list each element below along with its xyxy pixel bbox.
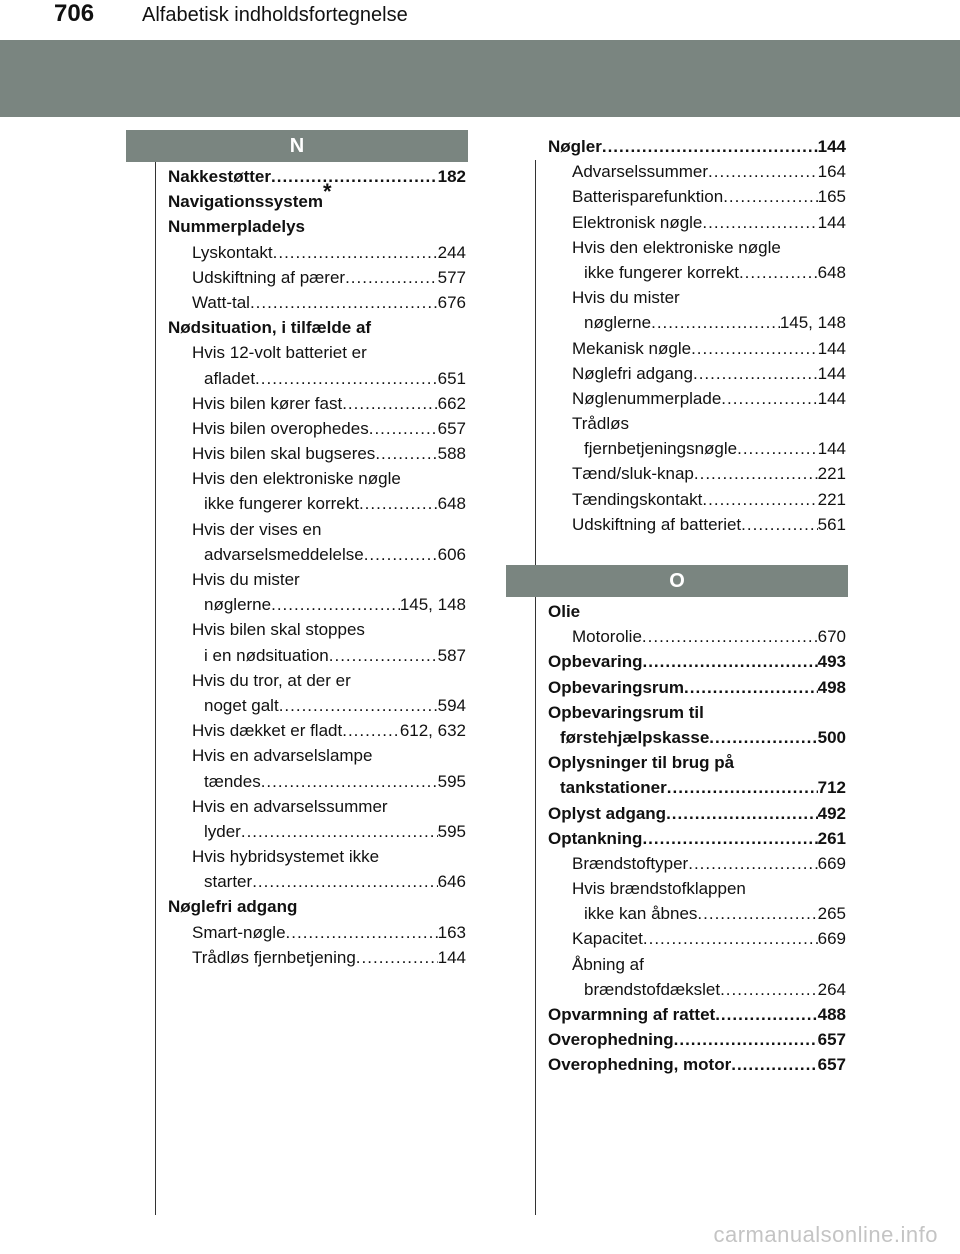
dot-leader: [342, 391, 437, 416]
entry-page: 144: [817, 338, 846, 358]
index-entry: [548, 725, 846, 750]
index-entry: [548, 649, 846, 674]
entry-page: 221: [817, 489, 846, 509]
entry-page: 594: [437, 695, 466, 715]
dot-leader: [642, 826, 817, 851]
entry-text: ikke kan åbnes: [584, 904, 698, 924]
index-entry: [548, 801, 846, 826]
entry-page: 669: [817, 853, 846, 873]
index-entry: [548, 285, 846, 310]
dot-leader: [715, 1002, 817, 1027]
index-entry: [548, 700, 846, 725]
entry-text: Hvis den elektroniske nøgle: [572, 237, 781, 257]
entry-text: starter: [204, 872, 253, 892]
index-entry: [548, 977, 846, 1002]
entry-text: Olie: [548, 602, 581, 621]
entry-text: Hvis bilen kører fast: [192, 393, 343, 413]
index-entry: [548, 675, 846, 700]
entry-page: 648: [817, 262, 846, 282]
dot-leader: [642, 624, 818, 649]
entry-text: Smart-nøgle: [192, 922, 286, 942]
dot-leader: [342, 718, 400, 743]
entry-text: Nøglefri adgang: [168, 897, 298, 917]
entry-page: 144: [437, 947, 466, 967]
index-entry: [548, 461, 846, 486]
index-entry: [548, 411, 846, 436]
entry-text: lyder: [204, 821, 241, 841]
entry-text: Batterisparefunktion: [572, 187, 724, 207]
entry-text: Overophedning, motor: [548, 1055, 732, 1075]
entry-page: 498: [817, 677, 846, 697]
dot-leader: [720, 977, 818, 1002]
dot-leader: [708, 159, 818, 184]
entry-page: 264: [817, 979, 846, 999]
page-number: 706: [54, 0, 95, 27]
entry-page: 145, 148: [779, 313, 846, 333]
index-entry: [548, 260, 846, 285]
entry-page: 144: [817, 212, 846, 232]
dot-leader: [666, 801, 818, 826]
entry-page: 662: [437, 393, 466, 413]
entry-text: Advarselssummer: [572, 162, 709, 182]
asterisk-mark: *: [322, 178, 332, 204]
dot-leader: [739, 260, 818, 285]
entry-text: Mekanisk nøgle: [572, 338, 692, 358]
entry-text: Hvis der vises en: [192, 519, 322, 539]
dot-leader: [651, 310, 780, 335]
entry-text: nøglerne: [584, 313, 652, 333]
index-entry: [168, 894, 466, 919]
entry-text: Opbevaring: [548, 652, 643, 672]
section-letter-n: N: [126, 130, 468, 162]
index-column-left: [168, 164, 466, 970]
dot-leader: [688, 851, 817, 876]
entry-page: 144: [817, 439, 846, 459]
index-entry: [168, 567, 466, 592]
entry-text: tændes: [204, 771, 261, 791]
index-entry: [168, 466, 466, 491]
entry-text: Hvis du tror, at der er: [192, 670, 351, 690]
index-entry: [548, 624, 846, 649]
entry-page: 265: [817, 904, 846, 924]
entry-page: 144: [817, 388, 846, 408]
dot-leader: [702, 487, 817, 512]
entry-text: Hvis bilen skal stoppes: [192, 620, 365, 640]
index-entry: [548, 134, 846, 159]
entry-page: 144: [817, 137, 846, 156]
index-entry: [168, 290, 466, 315]
entry-text: Nummerpladelys: [168, 217, 305, 237]
index-entry: [548, 1052, 846, 1077]
index-entry: [168, 315, 466, 340]
index-entry: [168, 214, 466, 239]
entry-text: Opbevaringsrum: [548, 677, 685, 697]
index-entry: [548, 750, 846, 775]
entry-text: advarselsmeddelelse: [204, 544, 364, 564]
entry-text: Nøglenummerplade: [572, 388, 722, 408]
index-entry: [548, 310, 846, 335]
index-entry: [168, 391, 466, 416]
entry-page: 588: [437, 444, 466, 464]
index-entry: [548, 487, 846, 512]
index-entry: [548, 1002, 846, 1027]
index-entry: [168, 844, 466, 869]
index-entry: [168, 693, 466, 718]
entry-page: 670: [817, 627, 846, 647]
entry-text: Watt-tal: [192, 292, 250, 312]
dot-leader: [252, 869, 437, 894]
index-entry: [168, 769, 466, 794]
entry-text: Udskiftning af batteriet: [572, 514, 742, 534]
entry-page: 488: [817, 1005, 846, 1024]
dot-leader: [273, 240, 438, 265]
entry-text: noget galt: [204, 695, 279, 715]
entry-text: ikke fungerer korrekt: [584, 262, 739, 282]
column-divider-left: [155, 160, 156, 1215]
entry-text: Hvis hybridsystemet ikke: [192, 847, 380, 867]
entry-text: ikke fungerer korrekt: [204, 494, 359, 514]
entry-text: Hvis du mister: [192, 570, 300, 589]
entry-page: 657: [437, 418, 466, 438]
dot-leader: [691, 336, 818, 361]
entry-text: Hvis bilen overophedes: [192, 418, 369, 438]
entry-text: i en nødsituation: [204, 645, 329, 665]
entry-text: førstehjælpskasse: [560, 727, 710, 747]
dot-leader: [271, 592, 400, 617]
entry-text: Hvis en advarselslampe: [192, 746, 373, 766]
dot-leader: [702, 210, 817, 235]
index-entry: [548, 851, 846, 876]
index-entry: [548, 235, 846, 260]
dot-leader: [642, 649, 817, 674]
entry-page: 244: [437, 242, 466, 262]
entry-page: 669: [817, 929, 846, 949]
dot-leader: [731, 1052, 817, 1077]
dot-leader: [723, 184, 817, 209]
entry-text: brændstofdækslet: [584, 979, 721, 999]
dot-leader: [693, 361, 818, 386]
entry-text: Nødsituation, i tilfælde af: [168, 318, 372, 338]
entry-page: 612, 632: [399, 721, 466, 741]
index-entry: [168, 643, 466, 668]
index-entry: [548, 1027, 846, 1052]
index-entry: [548, 926, 846, 951]
entry-page: 606: [437, 544, 466, 564]
index-entry: [548, 210, 846, 235]
entry-text: tankstationer: [560, 778, 667, 798]
entry-page: 221: [817, 464, 846, 484]
entry-page: 676: [437, 292, 466, 312]
entry-text: Hvis en advarselssummer: [192, 796, 388, 816]
entry-page: 163: [437, 922, 466, 942]
index-entry: [168, 617, 466, 642]
index-entry: [168, 517, 466, 542]
dot-leader: [241, 819, 438, 844]
entry-page: 493: [817, 652, 846, 672]
entry-text: Lyskontakt: [192, 242, 273, 262]
index-entry: [168, 920, 466, 945]
dot-leader: [329, 643, 438, 668]
page-title: Alfabetisk indholdsfortegnelse: [142, 4, 408, 26]
entry-page: 492: [817, 803, 846, 823]
entry-text: Overophedning: [548, 1030, 674, 1050]
dot-leader: [271, 164, 438, 189]
index-entry: [168, 366, 466, 391]
index-entry: [548, 775, 846, 800]
index-entry: [168, 592, 466, 617]
dot-leader: [674, 1027, 818, 1052]
entry-page: 646: [437, 872, 466, 892]
entry-text: Nøglefri adgang: [572, 363, 693, 383]
index-entry: [168, 441, 466, 466]
entry-page: 648: [437, 494, 466, 514]
dot-leader: [255, 366, 438, 391]
index-entry: [548, 184, 846, 209]
entry-text: Hvis du mister: [572, 288, 680, 308]
dot-leader: [279, 693, 438, 718]
dot-leader: [356, 945, 438, 970]
entry-text: Opbevaringsrum til: [548, 702, 704, 722]
dot-leader: [345, 265, 438, 290]
entry-text: Oplyst adgang: [548, 803, 667, 823]
index-entry: [548, 159, 846, 184]
index-entry: [168, 491, 466, 516]
entry-page: 712: [817, 778, 846, 798]
dot-leader: [684, 675, 818, 700]
dot-leader: [741, 512, 817, 537]
index-entry: [168, 416, 466, 441]
index-entry: [548, 386, 846, 411]
dot-leader: [602, 134, 818, 159]
entry-text: nøglerne: [204, 595, 272, 615]
index-entry: [548, 436, 846, 461]
entry-page: 145, 148: [399, 595, 466, 615]
entry-page: 595: [437, 771, 466, 791]
dot-leader: [359, 491, 438, 516]
entry-text: Kapacitet: [572, 929, 643, 949]
index-column-right-n: [548, 134, 846, 537]
index-entry: [548, 876, 846, 901]
entry-page: 164: [817, 162, 846, 182]
index-entry: [548, 599, 846, 624]
dot-leader: [250, 290, 438, 315]
entry-text: afladet: [204, 368, 256, 388]
entry-text: Oplysninger til brug på: [548, 753, 735, 773]
entry-text: Nøgler: [548, 137, 602, 156]
dot-leader: [697, 901, 817, 926]
entry-text: Nakkestøtter: [168, 167, 271, 186]
entry-page: 651: [437, 368, 466, 388]
entry-text: Åbning af: [572, 954, 644, 974]
dot-leader: [261, 769, 438, 794]
entry-page: 182: [437, 167, 466, 186]
entry-text: Hvis bilen skal bugseres: [192, 444, 376, 464]
index-entry: [548, 361, 846, 386]
entry-text: Brændstoftyper: [572, 853, 689, 873]
dot-leader: [694, 461, 818, 486]
dot-leader: [709, 725, 817, 750]
index-entry: [548, 336, 846, 361]
index-entry: [168, 794, 466, 819]
index-entry: [168, 945, 466, 970]
entry-text: Hvis brændstofklappen: [572, 879, 746, 899]
index-entry: [168, 542, 466, 567]
index-entry: [168, 668, 466, 693]
watermark: carmanualsonline.info: [713, 1222, 938, 1247]
index-entry: [168, 869, 466, 894]
index-entry: [168, 743, 466, 768]
index-entry: [168, 340, 466, 365]
entry-page: 144: [817, 363, 846, 383]
entry-text: Opvarmning af rattet: [548, 1005, 716, 1024]
entry-text: Udskiftning af pærer: [192, 267, 346, 287]
dot-leader: [286, 920, 438, 945]
dot-leader: [369, 416, 438, 441]
dot-leader: [364, 542, 438, 567]
entry-page: 657: [817, 1055, 846, 1075]
entry-text: Tænd/sluk-knap: [572, 464, 694, 484]
index-entry: [168, 240, 466, 265]
index-entry: [548, 952, 846, 977]
entry-text: Hvis 12-volt batteriet er: [192, 343, 367, 363]
index-entry: [548, 826, 846, 851]
entry-page: 595: [437, 821, 466, 841]
header-band: [0, 40, 960, 117]
entry-text: Hvis dækket er fladt: [192, 721, 343, 741]
index-column-right-o: [548, 599, 846, 1078]
index-entry: [548, 512, 846, 537]
index-entry: [168, 164, 466, 189]
entry-text: Tændingskontakt: [572, 489, 703, 509]
entry-page: 577: [437, 267, 466, 287]
entry-text: Trådløs fjernbetjening: [192, 947, 356, 967]
entry-text: Hvis den elektroniske nøgle: [192, 469, 401, 489]
entry-page: 261: [817, 828, 846, 848]
index-entry: [168, 718, 466, 743]
entry-text: Navigationssystem: [168, 192, 323, 212]
dot-leader: [643, 926, 818, 951]
section-letter-o: O: [506, 565, 848, 597]
dot-leader: [667, 775, 818, 800]
dot-leader: [375, 441, 437, 466]
entry-text: Elektronisk nøgle: [572, 212, 703, 232]
entry-page: 165: [817, 187, 846, 207]
dot-leader: [721, 386, 817, 411]
index-entry: [168, 819, 466, 844]
index-entry: [548, 901, 846, 926]
dot-leader: [737, 436, 818, 461]
entry-page: 587: [437, 645, 466, 665]
entry-page: 657: [817, 1030, 846, 1050]
column-divider-right: [535, 160, 536, 1215]
entry-page: 561: [817, 514, 846, 534]
entry-text: fjernbetjeningsnøgle: [584, 439, 738, 459]
entry-text: Trådløs: [572, 414, 629, 434]
index-entry: [168, 265, 466, 290]
entry-text: Optankning: [548, 828, 643, 848]
entry-text: Motorolie: [572, 627, 642, 647]
entry-page: 500: [817, 727, 846, 747]
index-entry: [168, 178, 466, 214]
